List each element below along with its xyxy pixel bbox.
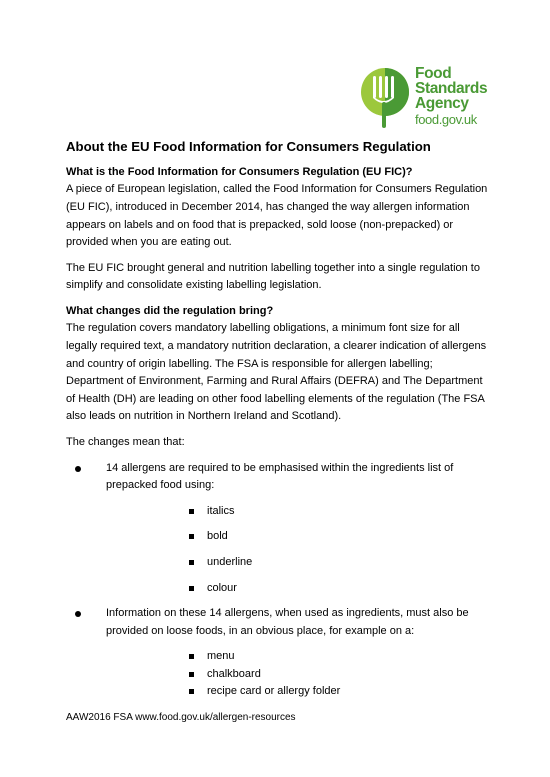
fork-circle-icon bbox=[360, 66, 412, 130]
square-bullet-icon bbox=[189, 534, 194, 539]
fsa-logo bbox=[360, 66, 495, 130]
sub-list-item: chalkboard bbox=[106, 666, 488, 684]
paragraph: The changes mean that: bbox=[66, 435, 185, 448]
logo-wordmark bbox=[415, 66, 487, 127]
list-item bbox=[66, 460, 488, 598]
sub-list-item: italics bbox=[106, 503, 488, 521]
sub-list-item: recipe card or allergy folder bbox=[106, 683, 488, 701]
sub-list-item: bold bbox=[106, 528, 488, 546]
document-body bbox=[66, 138, 488, 709]
section-heading: What changes did the regulation bring? bbox=[66, 304, 274, 317]
square-bullet-icon bbox=[189, 560, 194, 565]
square-bullet-icon bbox=[189, 689, 194, 694]
list-item-text: 14 allergens are required to be emphasised within the ingredients list of prepacked food using: bbox=[106, 461, 454, 492]
logo-url: food.gov.uk bbox=[415, 112, 477, 127]
bullet-icon bbox=[75, 611, 81, 617]
list-item bbox=[66, 605, 488, 701]
sub-list-item: menu bbox=[106, 648, 488, 666]
square-bullet-icon bbox=[189, 509, 194, 514]
section-what-is bbox=[66, 164, 488, 295]
paragraph: The regulation covers mandatory labelling obligations, a minimum font size for all legally required text, a mandatory nutrition declaration, a clearer indication of allergens and country of origin labelling. The FSA is responsible for allergen labelling; Department of Environment, Farming and Rural Affairs (DEFRA) and The Department of Health (DH) are leading on other food labelling elements of the regulation (The FSA also leads on nutrition in Northern Ireland and Scotland). bbox=[66, 322, 487, 423]
page-footer: AAW2016 FSA www.food.gov.uk/allergen-resources bbox=[66, 712, 296, 723]
sub-list-item: underline bbox=[106, 554, 488, 572]
loose-food-places-list bbox=[106, 648, 488, 701]
section-heading: What is the Food Information for Consumers Regulation (EU FIC)? bbox=[66, 166, 413, 178]
bullet-icon bbox=[75, 466, 81, 472]
section-changes bbox=[66, 303, 488, 701]
logo-line-standards: Standards bbox=[415, 80, 488, 97]
logo-line-food: Food bbox=[415, 65, 452, 82]
square-bullet-icon bbox=[189, 672, 194, 677]
page-title: About the EU Food Information for Consumers Regulation bbox=[66, 139, 431, 154]
changes-list bbox=[66, 460, 488, 702]
list-item-text: Information on these 14 allergens, when used as ingredients, must also be provided on loose foods, in an obvious place, for example on a: bbox=[106, 607, 469, 637]
square-bullet-icon bbox=[189, 654, 194, 659]
paragraph: The EU FIC brought general and nutrition labelling together into a single regulation to simplify and consolidate existing labelling legislation. bbox=[66, 261, 480, 292]
logo-line-agency: Agency bbox=[415, 95, 469, 112]
emphasis-methods-list bbox=[106, 503, 488, 597]
square-bullet-icon bbox=[189, 586, 194, 591]
sub-list-item: colour bbox=[106, 580, 488, 598]
paragraph: A piece of European legislation, called the Food Information for Consumers Regulation (EU FIC), introduced in December 2014, has changed the way allergen information appears on labels and on food that is prepacked, sold loose (non-prepacked) or provided when you are eating out. bbox=[66, 183, 488, 249]
